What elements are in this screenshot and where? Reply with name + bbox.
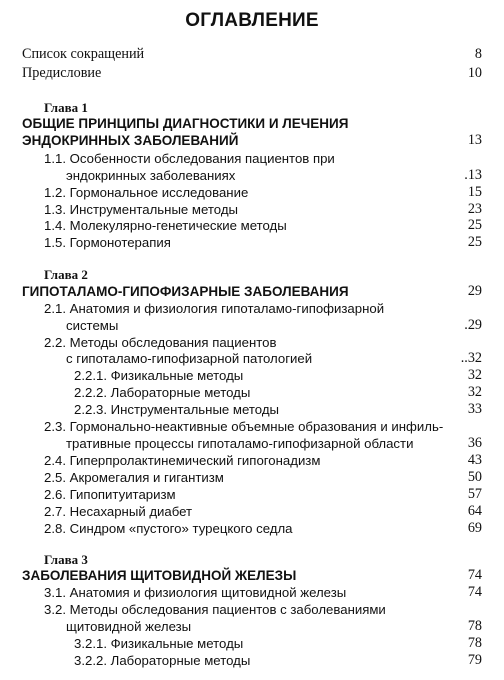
- toc-entry-page: 8: [474, 46, 482, 62]
- toc-entry-page: 50: [467, 469, 482, 485]
- toc-entry-page: 13: [467, 132, 482, 148]
- toc-entry-text: 3.2.2. Лабораторные методы: [74, 653, 251, 668]
- toc-entry-page: 74: [467, 567, 482, 583]
- toc-entry-page: 79: [467, 652, 482, 668]
- chapter-heading: ГИПОТАЛАМО-ГИПОФИЗАРНЫЕ ЗАБОЛЕВАНИЯ: [22, 284, 349, 299]
- page-title: ОГЛАВЛЕНИЕ: [185, 10, 319, 31]
- toc-entry-page: 78: [467, 618, 482, 634]
- toc-entry-text: 1.1. Особенности обследования пациентов при: [44, 151, 335, 166]
- toc-entry: [0, 519, 504, 538]
- toc-entry-text: 1.3. Инструментальные методы: [44, 202, 238, 217]
- toc-entry-text: 1.5. Гормонотерапия: [44, 235, 171, 250]
- chapter-heading: ЭНДОКРИННЫХ ЗАБОЛЕВАНИЙ: [22, 133, 239, 148]
- toc-entry-text: 1.2. Гормональное исследование: [44, 185, 249, 200]
- toc-entry: [0, 233, 504, 252]
- toc-entry-page: 74: [467, 584, 482, 600]
- toc-entry-page: 29: [467, 283, 482, 299]
- toc-entry-text: 2.4. Гиперпролактинемический гипогонадизм: [44, 453, 321, 468]
- toc-entry-text: 2.1. Анатомия и физиология гипоталамо-гипофизарной: [44, 301, 385, 316]
- toc-entry-text: Список сокращений: [22, 46, 145, 62]
- toc-entry-page: 33: [467, 401, 482, 417]
- toc-entry-text: 3.1. Анатомия и физиология щитовидной железы: [44, 585, 347, 600]
- toc-entry-page: 64: [467, 503, 482, 519]
- chapter-label: Глава 3: [44, 552, 88, 567]
- chapter-heading: ЗАБОЛЕВАНИЯ ЩИТОВИДНОЙ ЖЕЛЕЗЫ: [22, 568, 297, 583]
- toc-entry-page: 69: [467, 520, 482, 536]
- toc-entry-abbreviations: [0, 45, 504, 64]
- chapter-heading: ОБЩИЕ ПРИНЦИПЫ ДИАГНОСТИКИ И ЛЕЧЕНИЯ: [22, 116, 349, 131]
- toc-entry-text: 2.8. Синдром «пустого» турецкого седла: [44, 521, 293, 536]
- toc-entry-page: 32: [467, 384, 482, 400]
- toc-entry-page: 25: [467, 217, 482, 233]
- toc-entry-preface: [0, 64, 504, 83]
- toc-entry-text: 2.3. Гормонально-неактивные объемные образования и инфиль-: [44, 419, 444, 434]
- toc-entry-text: системы: [66, 318, 119, 333]
- toc-entry-page: 57: [467, 486, 482, 502]
- toc-entry-text: 2.2. Методы обследования пациентов: [44, 335, 277, 350]
- chapter-1-heading-line2: [0, 131, 504, 150]
- toc-entry-page: 23: [467, 201, 482, 217]
- toc-entry-text: тративные процессы гипоталамо-гипофизарной области: [66, 436, 414, 451]
- toc-entry-text: 2.6. Гипопитуитаризм: [44, 487, 176, 502]
- chapter-label: Глава 2: [44, 267, 88, 282]
- toc-entry-page: 10: [467, 65, 482, 81]
- toc-entry-text: 2.2.2. Лабораторные методы: [74, 385, 251, 400]
- toc-entry-text: 3.2. Методы обследования пациентов с заболеваниями: [44, 602, 386, 617]
- toc-entry-page: 15: [467, 184, 482, 200]
- toc-entry-page: .13: [464, 167, 482, 183]
- toc-entry: [0, 651, 504, 670]
- toc-entry-page: 25: [467, 234, 482, 250]
- toc-entry-text: 2.5. Акромегалия и гигантизм: [44, 470, 224, 485]
- toc-entry-page: 43: [467, 452, 482, 468]
- toc-entry-page: 36: [467, 435, 482, 451]
- toc-entry-text: с гипоталамо-гипофизарной патологией: [66, 351, 313, 366]
- toc-entry-text: 2.2.1. Физикальные методы: [74, 368, 244, 383]
- toc-entry-text: эндокринных заболеваниях: [66, 168, 236, 183]
- toc-entry-text: 1.4. Молекулярно-генетические методы: [44, 218, 287, 233]
- toc-entry-page: ..32: [460, 350, 482, 366]
- chapter-label: Глава 1: [44, 100, 88, 115]
- toc-entry-text: 2.2.3. Инструментальные методы: [74, 402, 279, 417]
- toc-entry-page: 78: [467, 635, 482, 651]
- toc-entry-text: щитовидной железы: [66, 619, 192, 634]
- toc-entry-text: 3.2.1. Физикальные методы: [74, 636, 244, 651]
- toc-entry-page: 32: [467, 367, 482, 383]
- toc-entry-text: Предисловие: [22, 65, 102, 81]
- toc-entry-text: 2.7. Несахарный диабет: [44, 504, 193, 519]
- toc-entry-page: .29: [464, 317, 482, 333]
